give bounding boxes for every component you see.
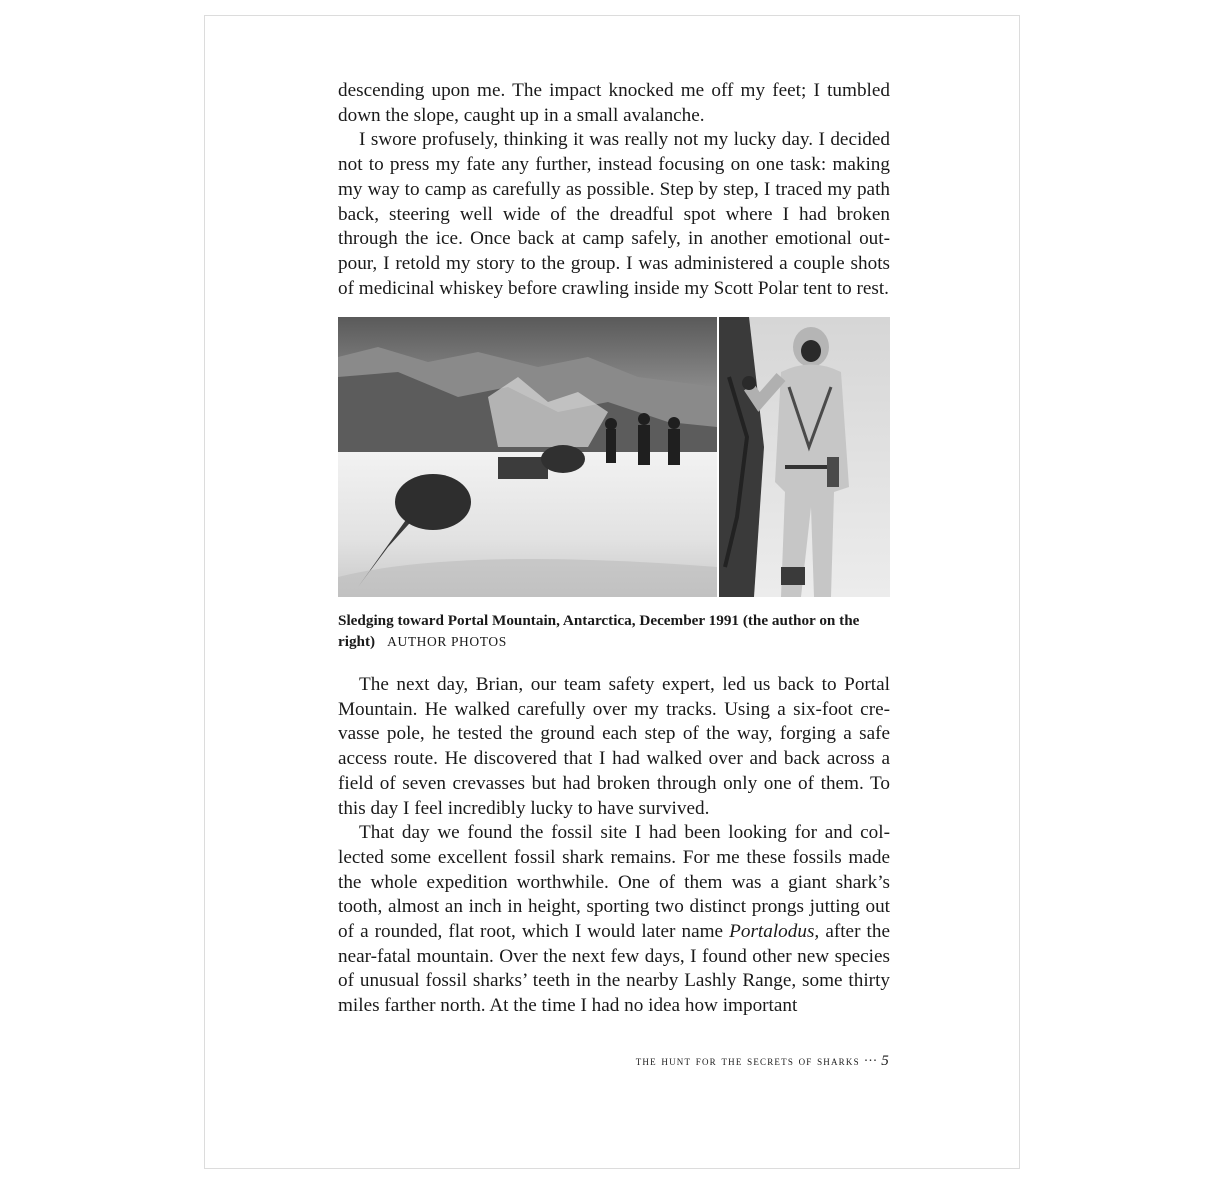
page-footer xyxy=(338,1053,890,1070)
body-text-top xyxy=(338,79,890,301)
fossil-text-end: after the near-fatal mountain. Over the next few days, I found other new species of unusual fossil sharks’ teeth in the nearby Lashly Range, some thirty miles farther north. At the time I had no idea how important xyxy=(338,921,890,1017)
figure-photos xyxy=(338,317,890,597)
footer-separator: ··· xyxy=(863,1053,878,1068)
paragraph-continued: descending upon me. The impact knocked me off my feet; I tumbled down the slope, caught up in a small avalanche. xyxy=(338,80,890,126)
photo-sledging xyxy=(338,317,717,597)
figure-caption xyxy=(338,611,890,652)
body-text-bottom xyxy=(338,673,890,1019)
sledge-photo-image xyxy=(338,317,717,597)
genus-name-portalodus: Portalodus, xyxy=(729,921,820,943)
paragraph-next-day: The next day, Brian, our team safety expert, led us back to Portal Mountain. He walked carefully over my tracks. Using a six-foot crevasse pole, he tested the ground each step of the way, forging a safe access route. He discovered that I had walked over and back across a field of seven crevasses but had broken through only one of them. To this day I feel incredibly lucky to have survived. xyxy=(338,674,890,819)
paragraph-fossil-site xyxy=(338,821,890,1019)
caption-text: Sledging toward Portal Mountain, Antarctica, December 1991 (the author on the right) xyxy=(338,612,860,650)
fossil-text-start: That day we found the fossil site I had been looking for and collected some excellent fossil shark remains. For me these fossils made the whole expedition worthwhile. One of them was a giant shark’s tooth, almost an inch in height, sporting two distinct prongs jutting out of a rounded, flat root, which I would later name xyxy=(338,822,890,943)
page-number: 5 xyxy=(881,1053,890,1069)
paragraph-swore: I swore profusely, thinking it was really not my lucky day. I decided not to press my fate any further, instead focusing on one task: making my way to camp as carefully as possible. Step by step, I traced my path back, steering well wide of the dreadful spot where I had broken through the ice. Once back at camp safely, in another emotional outpour, I retold my story to the group. I was administered a couple shots of medicinal whiskey before crawling inside my Scott Polar tent to rest. xyxy=(338,129,890,299)
photo-author xyxy=(719,317,890,597)
author-photo-image xyxy=(719,317,890,597)
running-head: the hunt for the secrets of sharks xyxy=(635,1053,860,1068)
photo-credit: AUTHOR PHOTOS xyxy=(387,633,507,649)
